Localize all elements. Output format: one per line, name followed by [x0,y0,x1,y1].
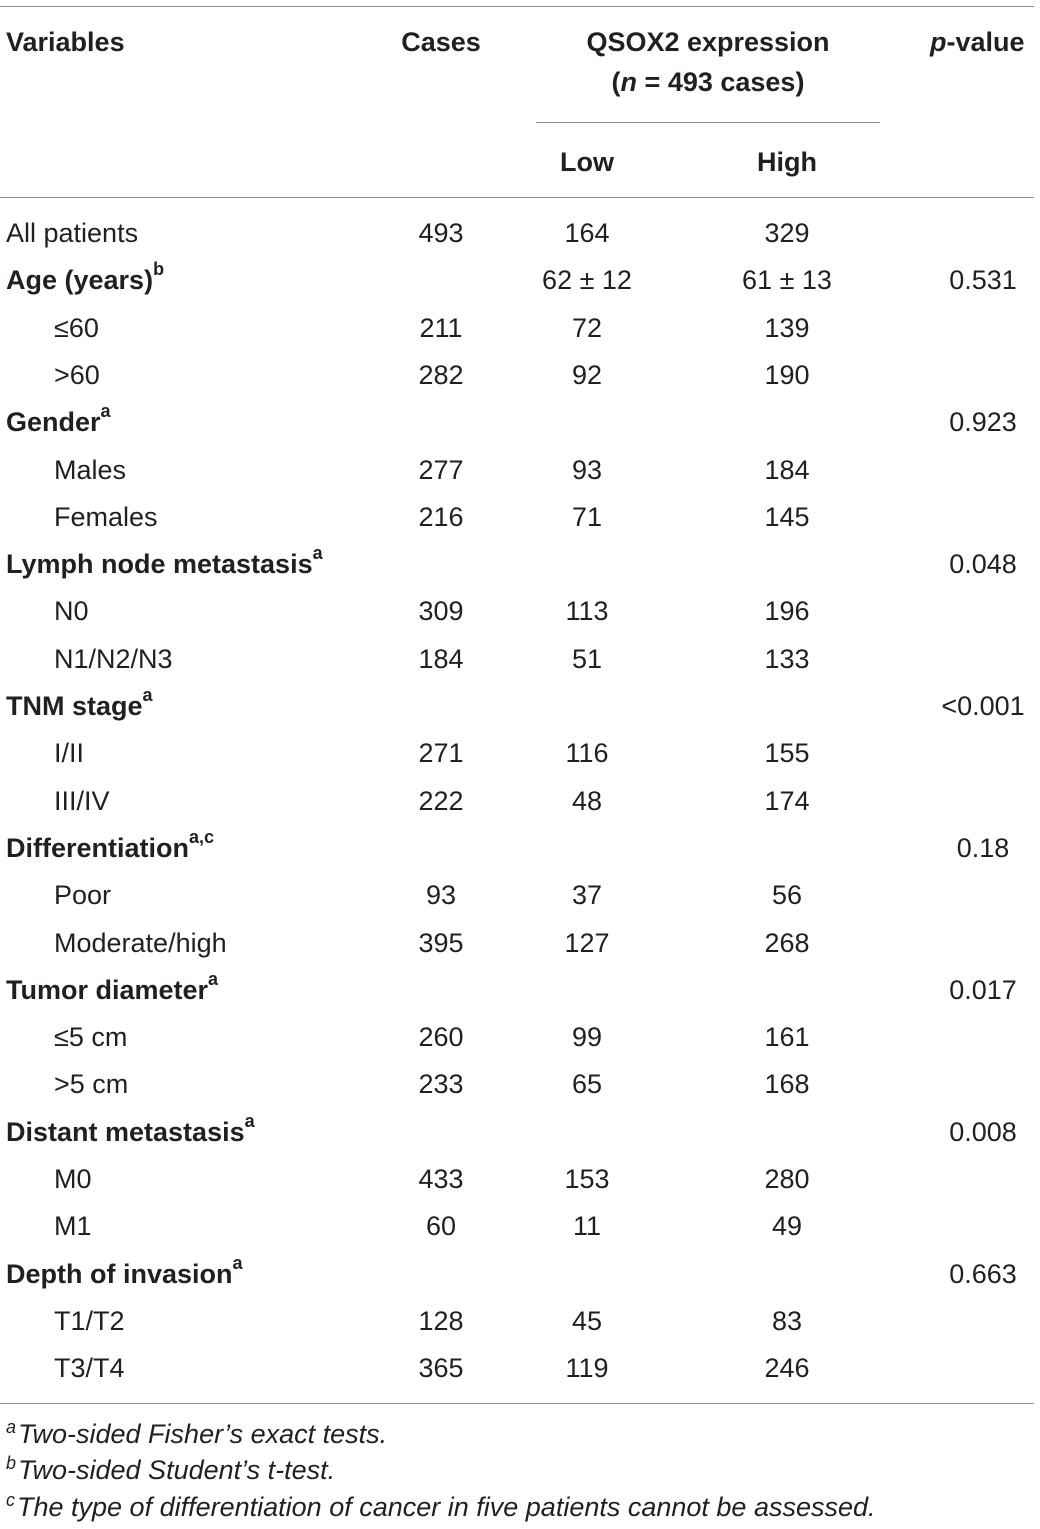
row-label [54,920,227,967]
header-expression-open-paren: ( [611,67,621,97]
cell-high: 161 [764,1022,810,1052]
footnote-a [6,1416,387,1452]
cell-cases: 211 [419,313,463,343]
row-label-text: T1/T2 [54,1306,125,1336]
row-label-text: >60 [54,360,100,390]
cell-high: 268 [764,928,810,958]
cell-pvalue: 0.531 [949,265,1017,295]
row-label-footnote-mark: a [244,1111,255,1131]
row-label [54,352,100,399]
table-row [0,825,1040,872]
cell-cases: 60 [425,1211,457,1241]
header-cases: Cases [401,27,481,57]
table-row [0,1014,1040,1061]
row-label [54,1298,125,1345]
header-expression-title: QSOX2 expression [586,27,830,57]
cell-low: 72 [571,313,603,343]
cell-cases: 433 [418,1164,464,1194]
row-label-text: M0 [54,1164,92,1194]
row-label-text: Differentiation [6,833,190,863]
row-label-text: I/II [54,738,85,768]
footnote-a-mark: a [6,1417,17,1437]
table-row [0,541,1040,588]
row-label [54,730,84,777]
table-row [0,352,1040,399]
row-label-footnote-mark: a [232,1253,243,1273]
cell-high: 280 [764,1164,810,1194]
cell-cases: 271 [418,738,464,768]
footnote-c [6,1489,876,1525]
table-top-rule [0,6,1034,7]
cell-pvalue: 0.18 [956,833,1010,863]
cell-cases: 365 [418,1353,464,1383]
row-label-footnote-mark: a,c [189,827,215,847]
footnote-c-mark: c [6,1490,15,1510]
cell-cases: 309 [418,596,464,626]
row-label [54,1156,92,1203]
row-label-text: Tumor diameter [6,975,209,1005]
cell-high: 168 [764,1069,810,1099]
table-row [0,967,1040,1014]
row-label [6,825,214,872]
row-label-text: Distant metastasis [6,1117,245,1147]
table-row [0,257,1040,304]
cell-cases: 222 [418,786,464,816]
table-row [0,447,1040,494]
table-row [0,636,1040,683]
row-label-footnote-mark: a [208,969,219,989]
row-label-text: ≤5 cm [54,1022,128,1052]
table-row [0,1061,1040,1108]
table-row [0,1251,1040,1298]
row-label-footnote-mark: a [312,543,323,563]
row-label-footnote-mark: a [100,401,111,421]
footnote-c-text: The type of differentiation of cancer in five patients cannot be assessed. [17,1492,876,1522]
footnote-b-mark: b [6,1453,17,1473]
cell-pvalue: 0.008 [949,1117,1017,1147]
row-label [54,305,99,352]
footnote-a-text: Two-sided Fisher’s exact tests. [18,1419,388,1449]
header-expression-n: n [620,67,638,97]
row-label-text: T3/T4 [54,1353,125,1383]
cell-high: 139 [764,313,810,343]
cell-cases: 184 [418,644,464,674]
cell-low: 127 [564,928,610,958]
row-label [54,1345,125,1392]
cell-cases: 260 [418,1022,464,1052]
table-row [0,1203,1040,1250]
row-label-text: Females [54,502,158,532]
row-label-text: ≤60 [54,313,99,343]
table-row [0,1156,1040,1203]
table-row [0,920,1040,967]
cell-low: 48 [571,786,603,816]
cell-cases: 216 [418,502,464,532]
cell-low: 119 [565,1353,609,1383]
table-row [0,210,1040,257]
header-high: High [757,147,817,177]
header-variables: Variables [6,27,125,57]
header-qsox2-expression [508,22,908,102]
row-label [6,399,111,446]
row-label [54,588,89,635]
row-label-text: Gender [6,407,101,437]
cell-high: 155 [764,738,810,768]
cell-high: 190 [764,360,810,390]
cell-high: 184 [764,455,810,485]
row-label [54,494,158,541]
table-row [0,494,1040,541]
cell-cases: 282 [418,360,464,390]
footnote-b [6,1452,335,1488]
row-label [6,683,153,730]
row-label-text: M1 [54,1211,92,1241]
row-label-text: N0 [54,596,89,626]
header-pvalue [930,22,1025,62]
cell-cases: 277 [418,455,464,485]
row-label-text: III/IV [54,786,110,816]
row-label [6,257,164,304]
header-bottom-rule [0,197,1034,198]
header-expression-count: = 493 cases) [637,67,805,97]
cell-cases: 233 [418,1069,464,1099]
cell-high: 83 [771,1306,803,1336]
cell-cases: 395 [418,928,464,958]
cell-cases: 128 [418,1306,464,1336]
cell-cases: 93 [425,880,457,910]
table-row [0,778,1040,825]
cell-high: 56 [771,880,803,910]
table-row [0,730,1040,777]
cell-high: 145 [764,502,810,532]
cell-high: 49 [771,1211,803,1241]
cell-pvalue: 0.048 [949,549,1017,579]
cell-high: 133 [764,644,810,674]
row-label [54,1014,127,1061]
row-label-text: Poor [54,880,112,910]
header-expression-rule [536,122,880,123]
table-row [0,1109,1040,1156]
row-label [54,872,111,919]
header-low: Low [560,147,614,177]
cell-low: 113 [565,596,609,626]
cell-pvalue: 0.663 [949,1259,1017,1289]
cell-pvalue: <0.001 [941,691,1025,721]
row-label [54,1061,128,1108]
row-label [6,210,138,257]
cell-high: 246 [764,1353,810,1383]
table-row [0,1345,1040,1392]
row-label-footnote-mark: a [142,685,153,705]
cell-cases: 493 [418,218,464,248]
cell-low: 71 [571,502,603,532]
row-label-text: Moderate/high [54,928,227,958]
cell-low: 116 [565,738,609,768]
cell-low: 62 ± 12 [542,265,632,295]
row-label [54,778,110,825]
row-label-text: N1/N2/N3 [54,644,173,674]
header-pvalue-p: p [930,27,947,57]
cell-low: 153 [564,1164,610,1194]
table-row [0,399,1040,446]
row-label-text: Lymph node metastasis [6,549,313,579]
cell-pvalue: 0.923 [949,407,1017,437]
row-label [6,967,218,1014]
row-label-text: Depth of invasion [6,1259,233,1289]
row-label [6,541,323,588]
row-label [6,1251,243,1298]
row-label-text: All patients [6,218,139,248]
cell-high: 196 [764,596,810,626]
row-label [6,1109,255,1156]
cell-low: 65 [571,1069,603,1099]
cell-low: 92 [571,360,603,390]
header-pvalue-rest: -value [946,27,1025,57]
row-label-text: Age (years) [6,265,154,295]
table-bottom-rule [0,1403,1034,1404]
table-row [0,588,1040,635]
table-row [0,1298,1040,1345]
row-label [54,447,126,494]
cell-low: 99 [571,1022,603,1052]
cell-low: 164 [564,218,610,248]
cell-high: 329 [764,218,810,248]
row-label [54,636,173,683]
table-row [0,305,1040,352]
cell-high: 174 [764,786,810,816]
cell-low: 11 [572,1211,602,1241]
cell-low: 45 [571,1306,603,1336]
table-row [0,872,1040,919]
cell-pvalue: 0.017 [949,975,1017,1005]
footnote-b-text: Two-sided Student’s t-test. [18,1455,336,1485]
cell-low: 37 [571,880,603,910]
cell-low: 51 [571,644,603,674]
row-label-text: TNM stage [6,691,143,721]
row-label [54,1203,92,1250]
row-label-footnote-mark: b [153,259,165,279]
row-label-text: Males [54,455,127,485]
cell-high: 61 ± 13 [742,265,832,295]
cell-low: 93 [571,455,603,485]
table-row [0,683,1040,730]
row-label-text: >5 cm [54,1069,129,1099]
